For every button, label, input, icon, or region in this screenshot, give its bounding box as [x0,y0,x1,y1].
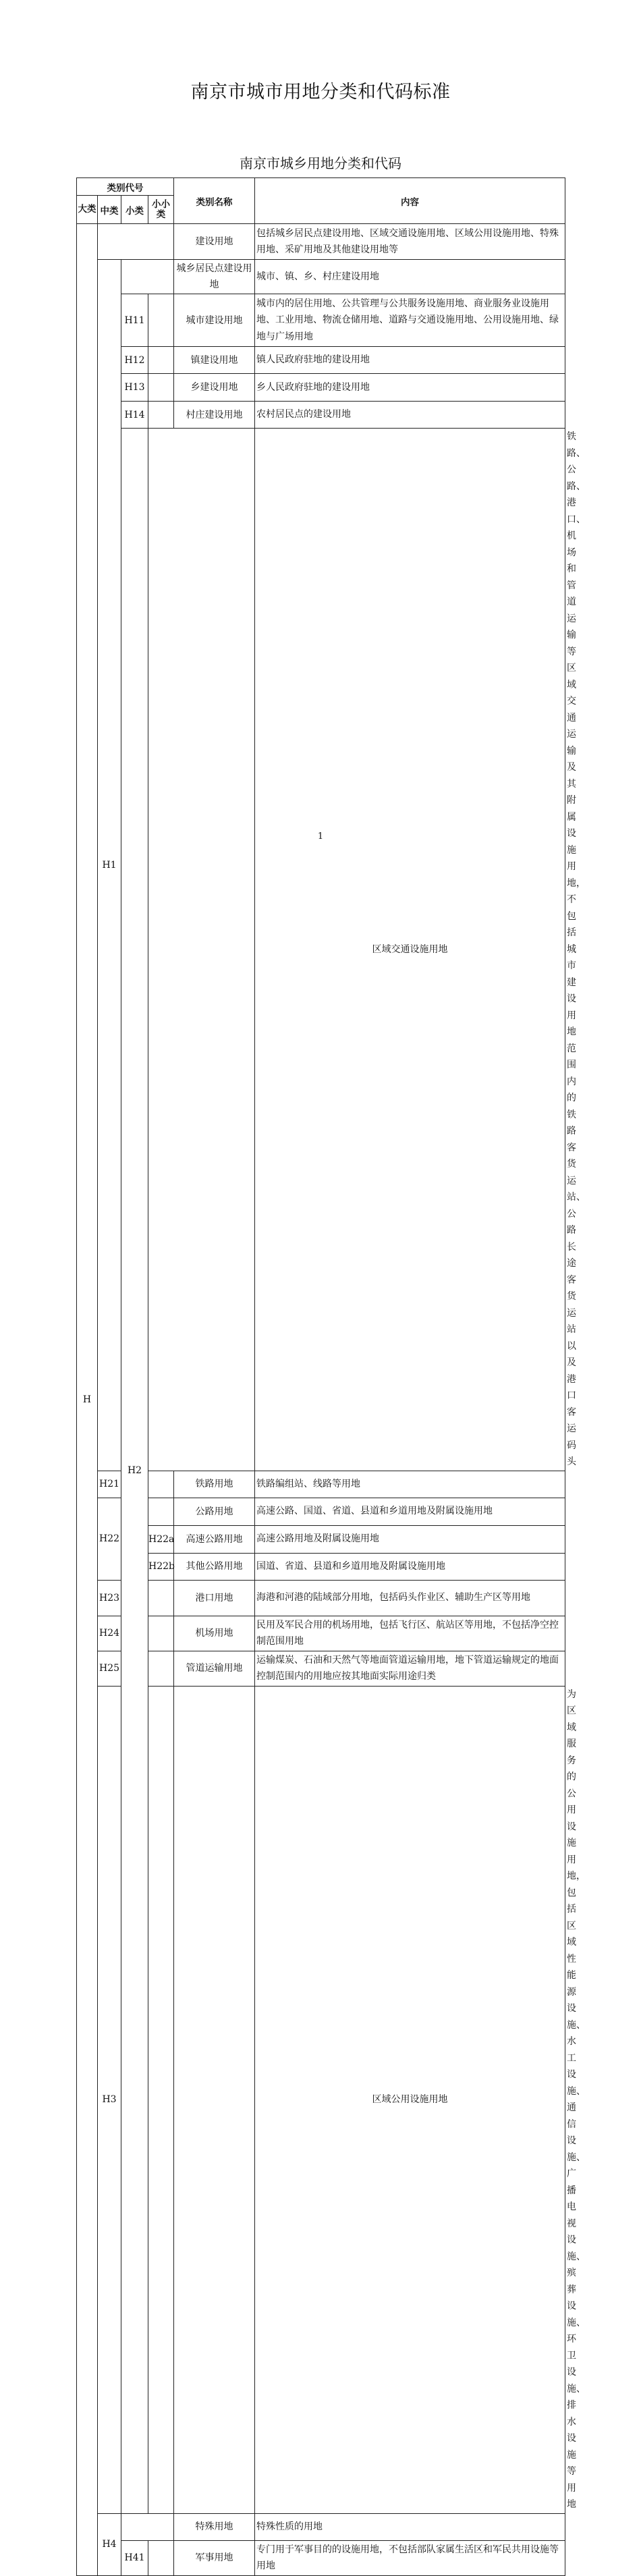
code-small: H13 [121,374,148,402]
code-small: H24 [98,1616,121,1651]
table-row [77,1553,565,1580]
category-content: 高速公路、国道、省道、县道和乡道用地及附属设施用地 [255,1498,565,1525]
header-medium: 中类 [98,196,121,224]
category-name: 港口用地 [174,1580,255,1616]
code-small: H14 [121,402,148,429]
table-row: H2 区域交通设施用地 铁路、公路、港口、机场和管道运输等区域交通运输及其附属设施用地，不包括城市建设用地范围内的铁路客货运站、公路长途客货运站以及港口客运码头 [77,429,565,1471]
category-name: 军事用地 [174,2540,255,2575]
table-row [77,2540,565,2575]
category-content: 城市、镇、乡、村庄建设用地 [255,260,565,294]
table-row [77,1616,565,1651]
code-major: H [77,224,98,2576]
table-row [77,2513,565,2540]
land-use-table [76,177,586,2576]
category-content: 专门用于军事目的的设施用地，不包括部队家属生活区和军民共用设施等用地 [255,2540,565,2575]
category-name: 区域公用设施用地 [255,1686,565,2513]
code-small: H12 [121,347,148,374]
category-name: 村庄建设用地 [174,402,255,429]
table-row: H3 区域公用设施用地 为区域服务的公用设施用地，包括区域性能源设施、水工设施、通信设施、广播电视设施、殡葬设施、环卫设施、排水设施等用地 [77,1686,565,2513]
table-row [77,1498,565,1525]
category-content: 乡人民政府驻地的建设用地 [255,374,565,402]
code-small: H22 [98,1498,121,1580]
header-row [77,178,565,196]
category-name: 区域交通设施用地 [255,429,565,1471]
category-content: 铁路编组站、线路等用地 [255,1471,565,1498]
table-row [77,260,565,294]
table-row [77,1580,565,1616]
table-title: 南京市城乡用地分类和代码 [240,155,401,171]
header-major: 大类 [77,196,98,224]
category-content: 包括城乡居民点建设用地、区域交通设施用地、区域公用设施用地、特殊用地、采矿用地及其他建设用地等 [255,224,565,260]
code-medium: H2 [121,429,148,2514]
category-name: 机场用地 [174,1616,255,1651]
code-smallest: H22a [148,1525,174,1553]
table-row [77,1651,565,1686]
code-small: H21 [98,1471,121,1498]
table-row [77,1471,565,1498]
category-content: 特殊性质的用地 [255,2513,565,2540]
category-content: 城市内的居住用地、公共管理与公共服务设施用地、商业服务业设施用地、工业用地、物流仓储用地、道路与交通设施用地、公用设施用地、绿地与广场用地 [255,294,565,347]
category-name: 特殊用地 [174,2513,255,2540]
table-row [77,224,565,260]
category-name: 其他公路用地 [174,1553,255,1580]
table-row [77,294,565,347]
code-smallest: H22b [148,1553,174,1580]
category-name: 建设用地 [174,224,255,260]
category-content: 农村居民点的建设用地 [255,402,565,429]
category-name: 镇建设用地 [174,347,255,374]
category-content: 运输煤炭、石油和天然气等地面管道运输用地，地下管道运输规定的地面控制范围内的用地应按其地面实际用途归类 [255,1651,565,1686]
header-content: 内容 [255,178,565,224]
category-name: 铁路用地 [174,1471,255,1498]
category-content: 镇人民政府驻地的建设用地 [255,347,565,374]
category-content: 民用及军民合用的机场用地，包括飞行区、航站区等用地，不包括净空控制范围用地 [255,1616,565,1651]
code-small: H41 [121,2540,148,2575]
category-name: 乡建设用地 [174,374,255,402]
code-medium: H3 [98,1686,121,2513]
category-name: 公路用地 [174,1498,255,1525]
code-small: H11 [121,294,148,347]
category-name: 城乡居民点建设用地 [174,260,255,294]
page-number: 1 [317,831,324,842]
category-content: 海港和河港的陆域部分用地，包括码头作业区、辅助生产区等用地 [255,1580,565,1616]
header-category-code: 类别代号 [77,178,174,196]
table-row [77,347,565,374]
code-medium: H1 [98,260,121,1471]
table-row [77,374,565,402]
page-title: 南京市城市用地分类和代码标准 [190,82,451,103]
code-small: H25 [98,1651,121,1686]
table-row [77,1525,565,1553]
header-small: 小类 [121,196,148,224]
category-content: 国道、省道、县道和乡道用地及附属设施用地 [255,1553,565,1580]
header-category-name: 类别名称 [174,178,255,224]
category-name: 管道运输用地 [174,1651,255,1686]
category-content: 高速公路用地及附属设施用地 [255,1525,565,1553]
code-small: H23 [98,1580,121,1616]
code-medium: H4 [98,2513,121,2575]
table-row [77,402,565,429]
category-name: 城市建设用地 [174,294,255,347]
category-name: 高速公路用地 [174,1525,255,1553]
header-smallest: 小小类 [148,196,174,224]
